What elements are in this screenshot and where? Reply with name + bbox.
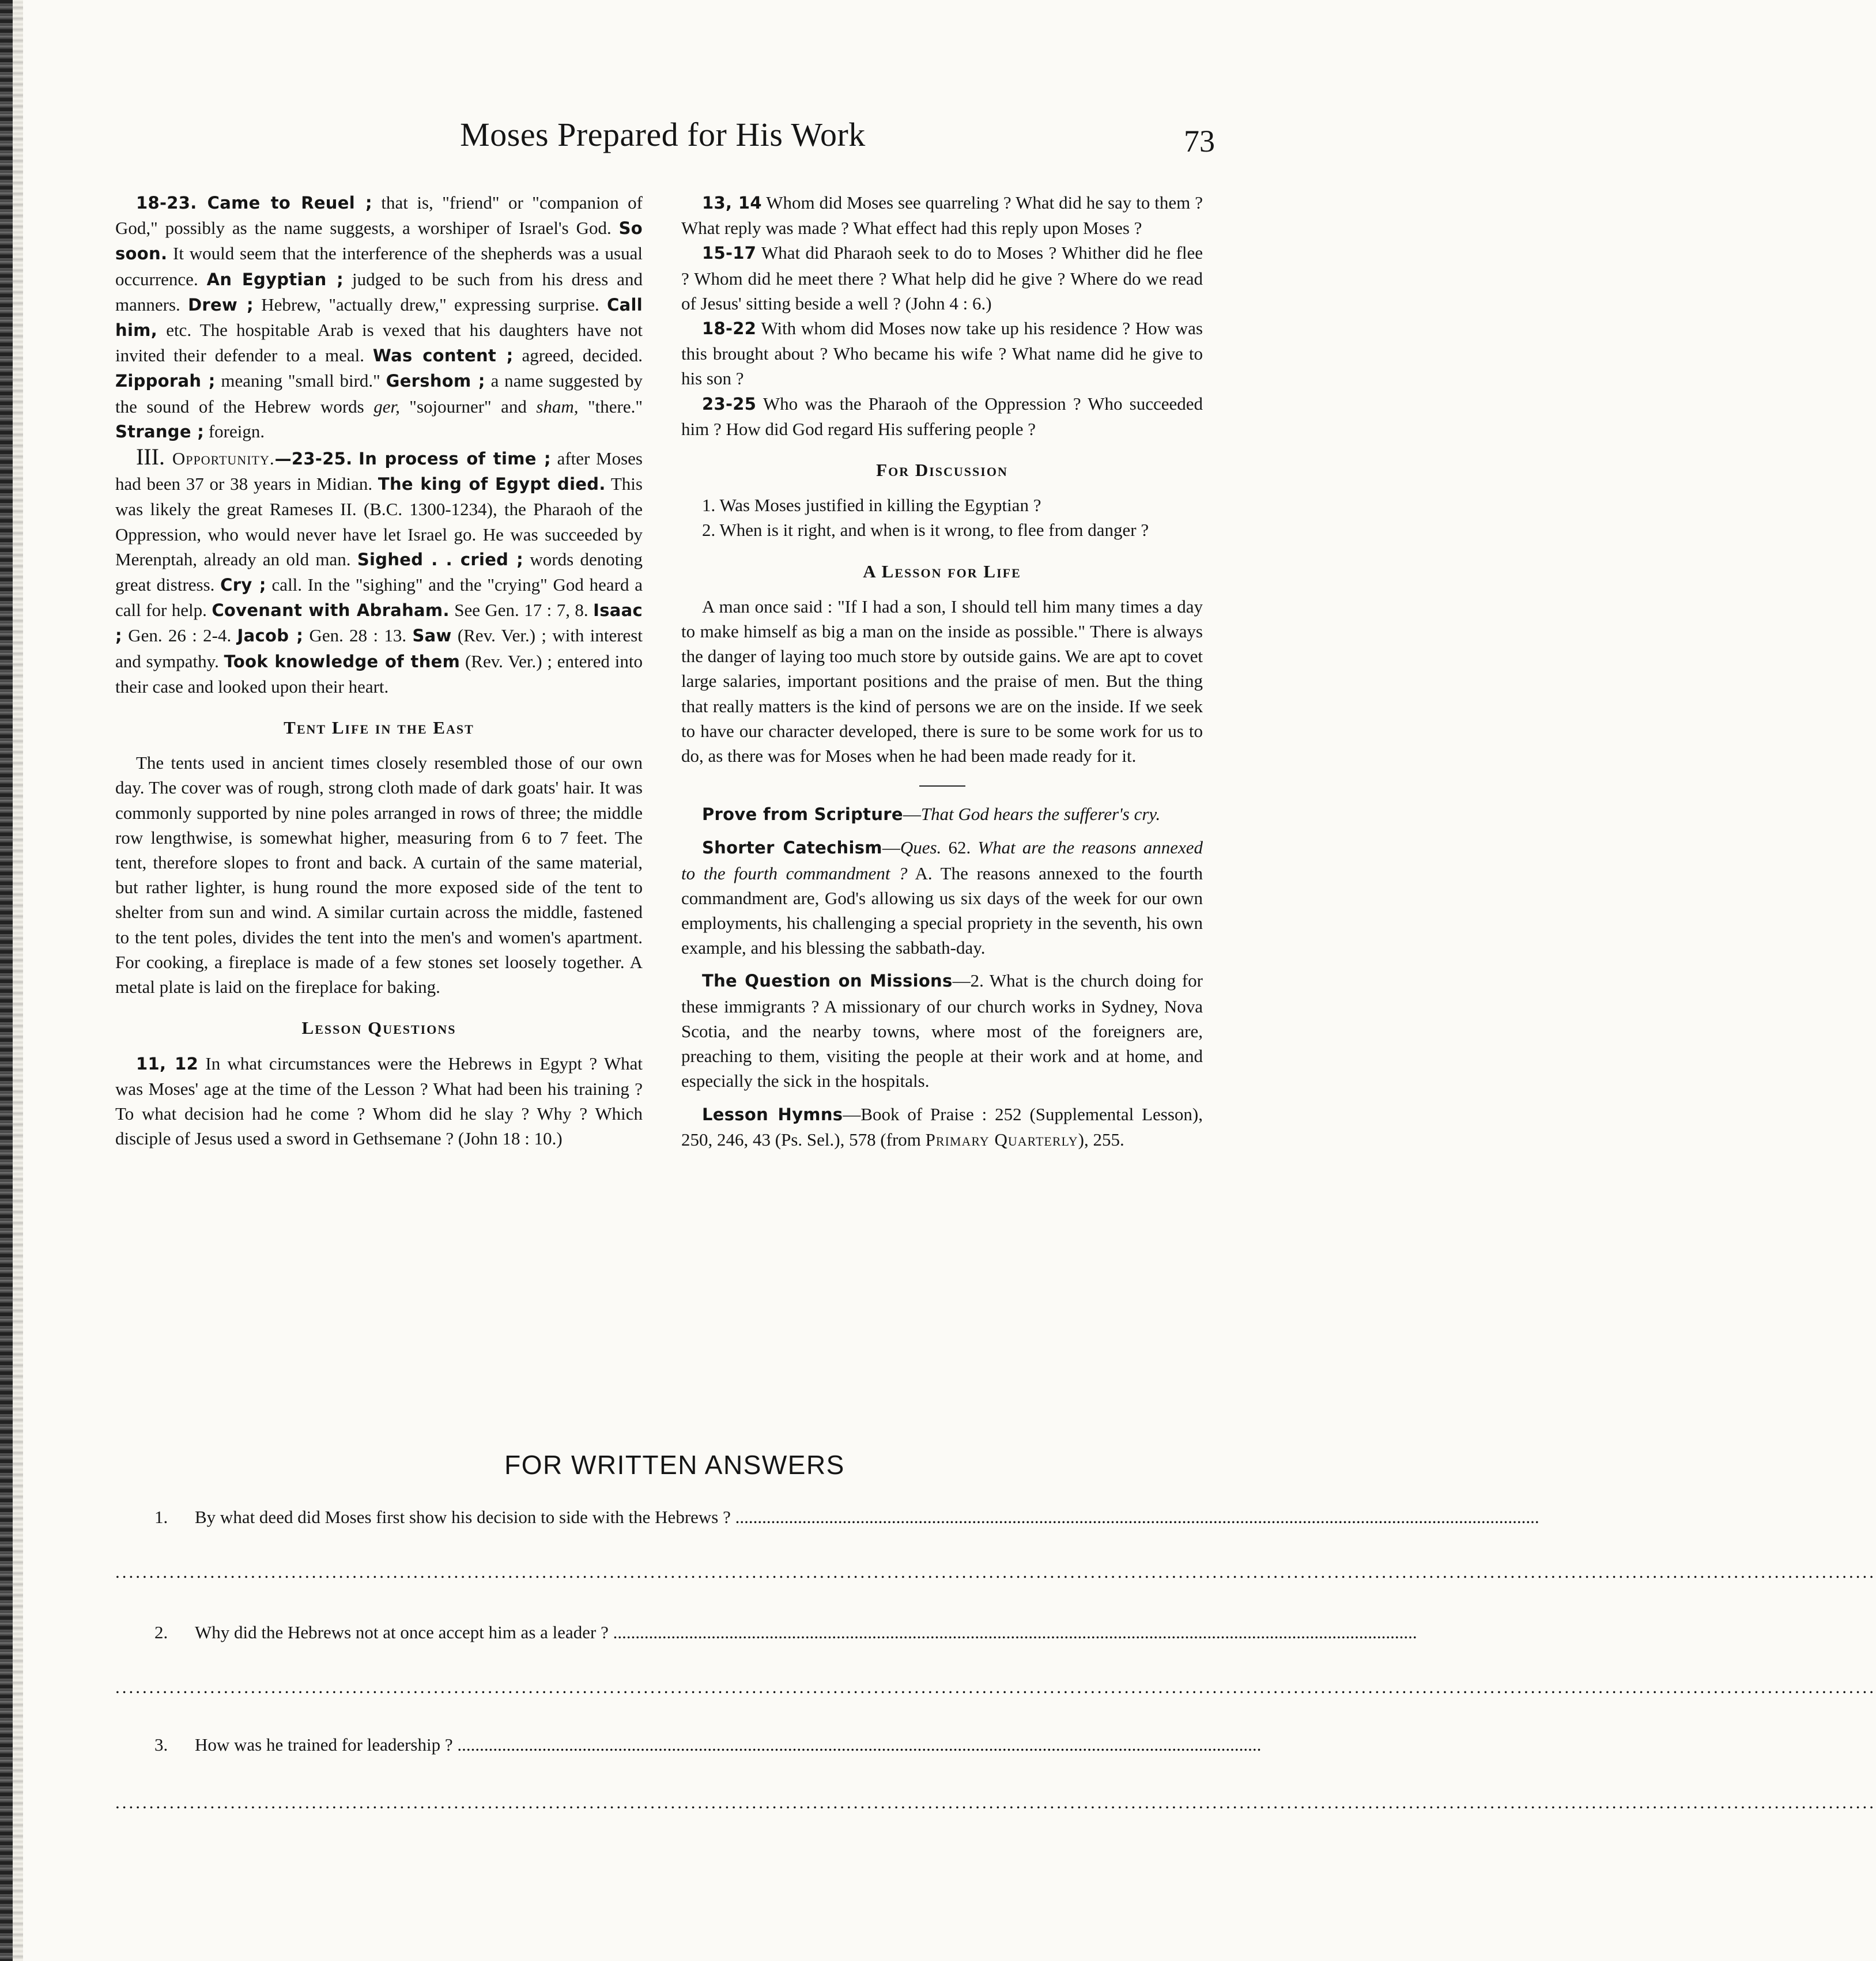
notes-paragraph-18-23-run: It would seem that the interference of the shepherds was a usual occurrence. — [115, 243, 643, 289]
notes-paragraph-18-23-run: that is, "friend" or "companion of God," possibly as the name suggests, a worshiper of Israel's God. — [115, 192, 643, 239]
notes-paragraph-18-23-run: sham, — [536, 396, 579, 417]
shorter-catechism-run: 62. — [941, 837, 978, 858]
notes-paragraph-18-23 — [115, 190, 643, 444]
shorter-catechism — [681, 835, 1203, 960]
notes-paragraph-opportunity-run: Cry ; — [220, 575, 266, 595]
lesson-question-18-22 — [681, 316, 1203, 391]
notes-paragraph-opportunity-run: Opportunity. — [172, 448, 275, 469]
written-question-1 — [154, 1507, 1539, 1528]
lesson-hymns — [681, 1102, 1203, 1152]
lesson-question-18-22-run: 18-22 — [702, 319, 757, 339]
tent-life-heading: Tent Life in the East — [284, 717, 474, 738]
question-on-missions-run: The Question on Missions — [702, 971, 953, 991]
notes-paragraph-opportunity — [115, 444, 643, 699]
notes-paragraph-opportunity-run: Took knowledge of them — [224, 651, 460, 671]
notes-paragraph-opportunity-run: Gen. 28 : 13. — [303, 625, 413, 646]
lesson-hymns-run: —Book of Praise : 252 (Supplemental Lesson), 250, 246, 43 (Ps. Sel.), 578 (from — [681, 1104, 1203, 1150]
notes-paragraph-18-23-run: meaning "small bird." — [215, 371, 386, 391]
shorter-catechism-run: A. The reasons annexed to the fourth commandment are, God's allowing us six days of the week for our own employments, his challenging a special propriety in the seventh, his own example, and his blessing the sabbath-day. — [681, 863, 1203, 958]
shorter-catechism-run: — — [882, 837, 900, 858]
page-number: 73 — [1184, 124, 1215, 158]
notes-paragraph-18-23-run: An Egyptian ; — [206, 269, 344, 289]
notes-paragraph-18-23-run: Call him, — [115, 294, 643, 341]
lesson-for-life-heading: A Lesson for Life — [863, 561, 1021, 581]
written-question-3-text: How was he trained for leadership ? — [195, 1735, 453, 1755]
shorter-catechism-run: Ques. — [900, 837, 942, 858]
lesson-question-23-25-run: 23-25 — [702, 394, 757, 414]
answer-line-2[interactable]: .................................................................................................................................................................................................................................................................... — [115, 1677, 1876, 1697]
notes-paragraph-opportunity-run: Sighed . . cried ; — [357, 549, 524, 569]
notes-paragraph-18-23-run: Gershom ; — [386, 371, 485, 391]
notes-paragraph-opportunity-run: (Rev. Ver.) ; with interest and sympathy. — [115, 625, 643, 671]
notes-paragraph-18-23-run: etc. The hospitable Arab is vexed that his daughters have not invited their defender to a meal. — [115, 320, 643, 366]
lesson-question-23-25 — [681, 391, 1203, 441]
notes-paragraph-18-23-run: a name suggested by the sound of the Hebrew words — [115, 371, 643, 417]
notes-paragraph-opportunity-run: Isaac ; — [115, 600, 643, 646]
notes-paragraph-opportunity-run: words denoting great distress. — [115, 549, 643, 595]
discussion-item-1: 1. Was Moses justified in killing the Egyptian ? — [702, 495, 1041, 516]
notes-paragraph-18-23-run: "there." — [578, 396, 643, 417]
lesson-question-18-22-run: With whom did Moses now take up his residence ? How was this brought about ? Who became his wife ? What name did he give to his son ? — [681, 318, 1203, 389]
notes-paragraph-opportunity-run: —23-25. — [274, 449, 353, 469]
written-question-3-number: 3. — [154, 1735, 168, 1755]
notes-paragraph-opportunity-run: III. — [136, 444, 172, 470]
lesson-hymns-run: Lesson Hymns — [702, 1104, 843, 1124]
notes-paragraph-opportunity-run: In process of time ; — [358, 449, 551, 469]
written-answers-title: FOR WRITTEN ANSWERS — [504, 1450, 845, 1480]
notes-paragraph-18-23-run: foreign. — [204, 421, 265, 441]
lesson-question-11-12 — [115, 1051, 643, 1151]
notes-paragraph-opportunity-run: See Gen. 17 : 7, 8. — [449, 600, 594, 621]
answer-dots: .................................................................................................................................................................................... — [730, 1507, 1539, 1527]
shorter-catechism-run: Shorter Catechism — [702, 838, 882, 858]
lesson-question-13-14 — [681, 190, 1203, 240]
notes-paragraph-opportunity-run: after Moses had been 37 or 38 years in Midian. — [115, 448, 643, 494]
tent-life-text: The tents used in ancient times closely resembled those of our own day. The cover was of rough, strong cloth made of dark goats' hair. It was commonly supported by nine poles arranged in rows of three; the middle row lengthwise, is somewhat higher, measuring from 6 to 7 feet. The tent, therefore slopes to front and back. A curtain of the same material, but rather lighter, is hung round the more exposed side of the tent to shelter from sun and wind. A similar curtain across the middle, fastened to the tent poles, divides the tent into the men's and women's apartment. For cooking, a fireplace is made of a few stones set loosely together. A metal plate is laid on the fireplace for baking. — [115, 753, 643, 997]
notes-paragraph-opportunity-run: Saw — [412, 626, 452, 646]
written-question-2 — [154, 1622, 1417, 1643]
prove-from-scripture — [681, 802, 1203, 827]
notes-paragraph-18-23-run: "sojourner" and — [399, 396, 537, 417]
notes-paragraph-18-23-run: Strange ; — [115, 421, 205, 441]
right-column — [681, 190, 1203, 1152]
answer-line-3[interactable]: .................................................................................................................................................................................................................................................................... — [115, 1792, 1876, 1812]
notes-paragraph-opportunity-run: (Rev. Ver.) ; entered into their case and looked upon their heart. — [115, 651, 643, 697]
lesson-question-11-12-run: 11, 12 — [136, 1053, 199, 1074]
lesson-question-15-17-run: What did Pharaoh seek to do to Moses ? Whither did he flee ? Whom did he meet there ? What help did he give ? Where do we read of Jesus' sitting beside a well ? (John 4 : 6.) — [681, 243, 1203, 313]
for-discussion-heading: For Discussion — [876, 460, 1008, 481]
notes-paragraph-18-23-run: Hebrew, "actually drew," expressing surprise. — [253, 294, 607, 315]
notes-paragraph-opportunity-run: Jacob ; — [237, 626, 304, 646]
answer-line-1[interactable]: .................................................................................................................................................................................................................................................................... — [115, 1562, 1876, 1582]
notes-paragraph-18-23-run: So soon. — [115, 218, 643, 264]
lesson-question-15-17 — [681, 240, 1203, 316]
written-question-3 — [154, 1735, 1262, 1755]
prove-from-scripture-run: That God hears the sufferer's cry. — [920, 804, 1161, 825]
notes-paragraph-18-23-run: Was content ; — [372, 346, 514, 366]
notes-paragraph-opportunity-run: This was likely the great Rameses II. (B.C. 1300-1234), the Pharaoh of the Oppression, who would never have let Israel go. He was succeeded by Merenptah, already an old man. — [115, 474, 643, 569]
scan-edge-texture — [13, 0, 23, 1961]
shorter-catechism-run: What are the reasons annexed to the fourth commandment ? — [681, 837, 1203, 883]
answer-dots: .................................................................................................................................................................................... — [608, 1622, 1417, 1642]
lesson-questions-heading: Lesson Questions — [301, 1018, 456, 1038]
running-title: Moses Prepared for His Work — [460, 116, 866, 153]
discussion-item-2: 2. When is it right, and when is it wrong, to flee from danger ? — [702, 520, 1149, 541]
notes-paragraph-18-23-run: Zipporah ; — [115, 371, 216, 391]
prove-from-scripture-run: Prove from Scripture — [702, 804, 903, 825]
scan-edge-shadow — [0, 0, 13, 1961]
notes-paragraph-opportunity-run: The king of Egypt died. — [378, 474, 606, 494]
notes-paragraph-opportunity-run: Gen. 26 : 2-4. — [122, 625, 237, 646]
lesson-hymns-run: ), 255. — [1078, 1129, 1124, 1150]
written-question-1-text: By what deed did Moses first show his decision to side with the Hebrews ? — [195, 1507, 731, 1527]
question-on-missions-run: —2. What is the church doing for these immigrants ? A missionary of our church works in Sydney, Nova Scotia, and the nearby towns, where most of the foreigners are, preaching to them, visiting the people at their work and at home, and especially the sick in the hospitals. — [681, 970, 1203, 1091]
notes-paragraph-opportunity-run: call. In the "sighing" and the "crying" God heard a call for help. — [115, 575, 643, 621]
lesson-question-13-14-run: Whom did Moses see quarreling ? What did he say to them ? What reply was made ? What effect had this reply upon Moses ? — [681, 192, 1203, 239]
notes-paragraph-18-23-run: Drew ; — [188, 294, 254, 315]
lesson-question-15-17-run: 15-17 — [702, 243, 757, 263]
notes-paragraph-18-23-run: 18-23. Came to Reuel ; — [136, 193, 372, 213]
written-question-1-number: 1. — [154, 1507, 168, 1527]
page-header — [115, 115, 1215, 167]
lesson-for-life-text: A man once said : "If I had a son, I should tell him many times a day to make himself as big a man on the inside as possible." There is always the danger of laying too much store by outside gains. We are apt to covet large salaries, important positions and the praise of men. But the thing that really matters is the kind of persons we are on the inside. If we seek to have our character developed, there is sure to be some work for us to do, as there was for Moses when he had been made ready for it. — [681, 596, 1203, 766]
lesson-question-11-12-run: In what circumstances were the Hebrews in Egypt ? What was Moses' age at the time of the Lesson ? What had been his training ? To what decision had he come ? Whom did he slay ? Why ? Which disciple of Jesus used a sword in Gethsemane ? (John 18 : 10.) — [115, 1053, 643, 1149]
notes-paragraph-18-23-run: ger, — [373, 396, 400, 417]
question-on-missions — [681, 968, 1203, 1093]
lesson-question-23-25-run: Who was the Pharaoh of the Oppression ? Who succeeded him ? How did God regard His suffering people ? — [681, 393, 1203, 439]
lesson-hymns-run: Primary Quarterly — [925, 1129, 1078, 1150]
written-question-2-number: 2. — [154, 1622, 168, 1642]
written-question-2-text: Why did the Hebrews not at once accept him as a leader ? — [195, 1622, 609, 1642]
notes-paragraph-opportunity-run: Covenant with Abraham. — [212, 600, 450, 621]
notes-paragraph-opportunity-run — [352, 448, 358, 468]
notes-paragraph-18-23-run: judged to be such from his dress and manners. — [115, 269, 643, 315]
left-column — [115, 190, 643, 1151]
answer-dots: .................................................................................................................................................................................... — [452, 1735, 1262, 1755]
lesson-question-13-14-run: 13, 14 — [702, 193, 762, 213]
section-divider — [919, 785, 965, 787]
notes-paragraph-18-23-run: agreed, decided. — [513, 345, 643, 366]
prove-from-scripture-run: — — [903, 804, 921, 825]
